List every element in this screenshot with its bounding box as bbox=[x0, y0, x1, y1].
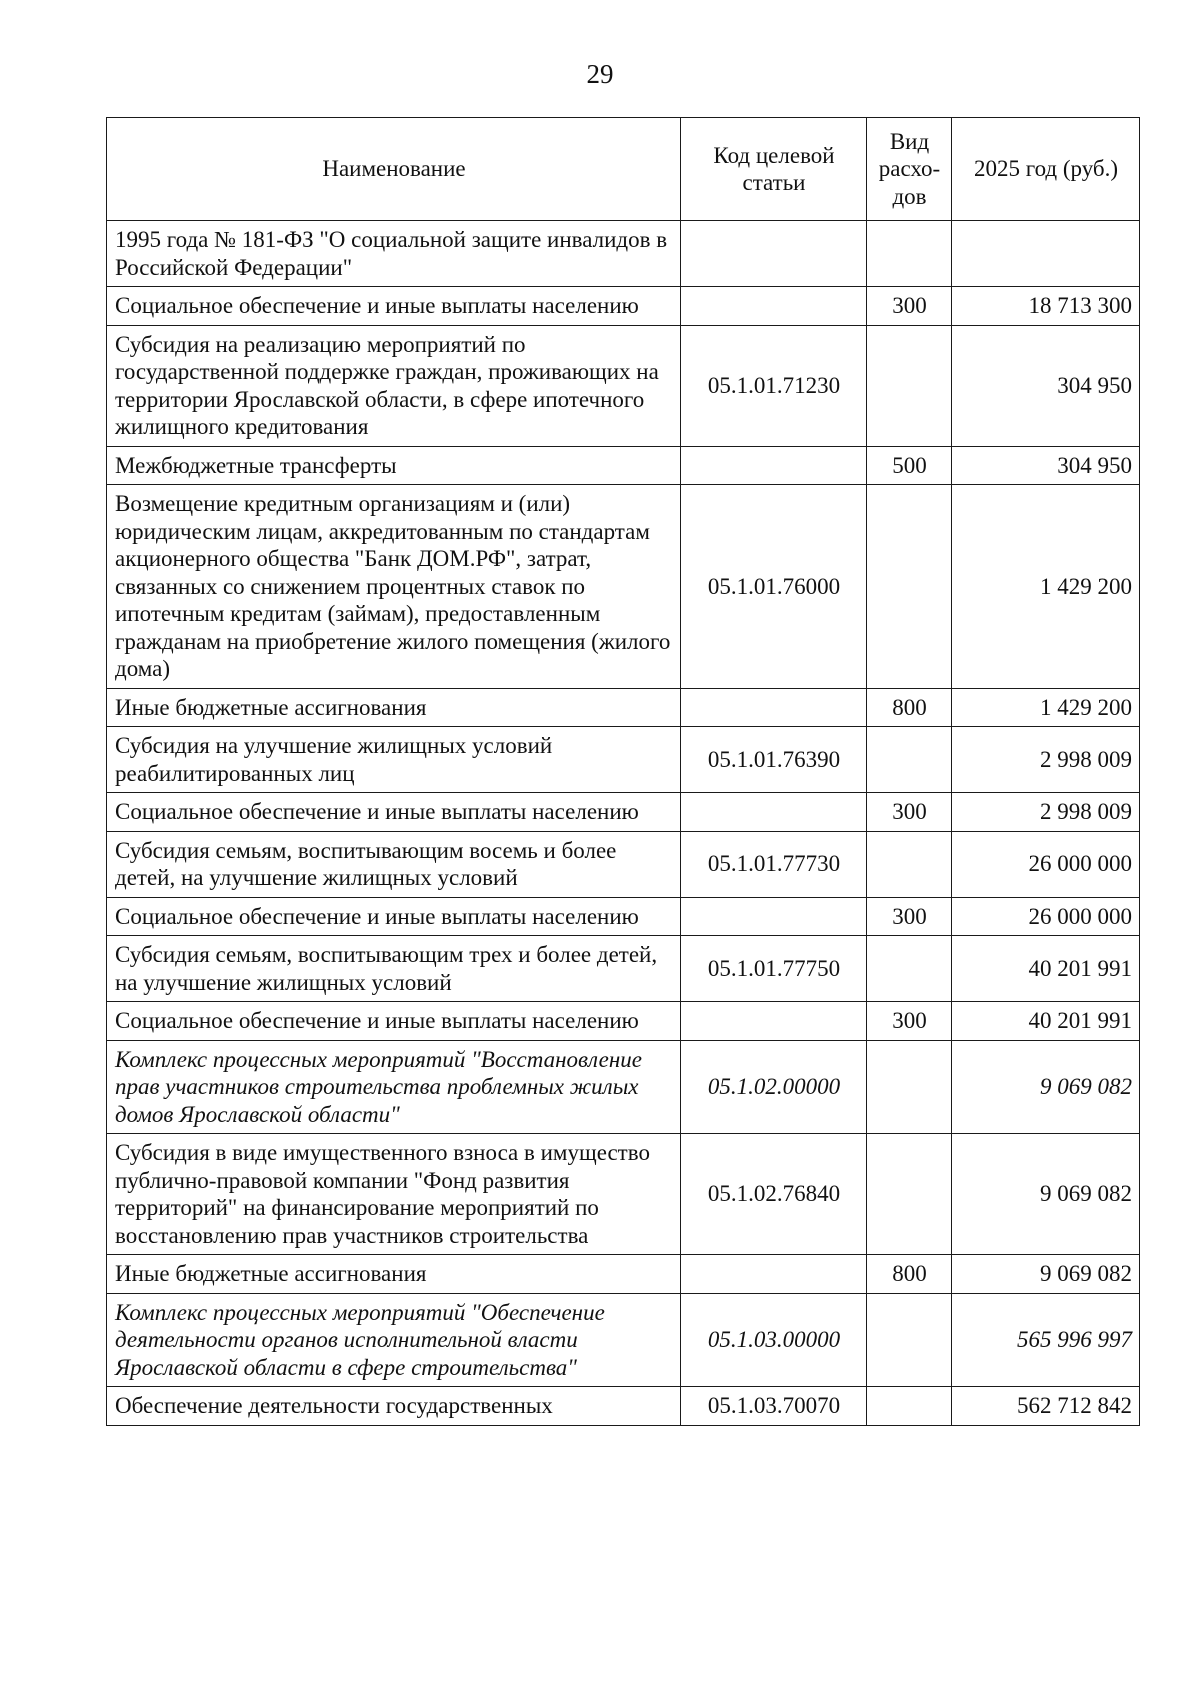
row-kind: 300 bbox=[867, 1002, 952, 1041]
row-name: Социальное обеспечение и иные выплаты населению bbox=[107, 1002, 681, 1041]
row-name: Иные бюджетные ассигнования bbox=[107, 688, 681, 727]
row-amount: 1 429 200 bbox=[952, 688, 1140, 727]
row-name: Субсидия семьям, воспитывающим трех и более детей, на улучшение жилищных условий bbox=[107, 936, 681, 1002]
table-row bbox=[107, 727, 1140, 793]
table-row bbox=[107, 1255, 1140, 1294]
row-kind: 300 bbox=[867, 287, 952, 326]
row-amount: 26 000 000 bbox=[952, 897, 1140, 936]
row-code: 05.1.01.77730 bbox=[681, 831, 867, 897]
table-row bbox=[107, 793, 1140, 832]
row-kind bbox=[867, 1387, 952, 1426]
row-amount bbox=[952, 221, 1140, 287]
row-kind bbox=[867, 831, 952, 897]
table-row bbox=[107, 485, 1140, 689]
table-row bbox=[107, 831, 1140, 897]
row-kind bbox=[867, 325, 952, 446]
table-row bbox=[107, 1040, 1140, 1134]
row-kind bbox=[867, 221, 952, 287]
row-amount: 1 429 200 bbox=[952, 485, 1140, 689]
row-amount: 2 998 009 bbox=[952, 727, 1140, 793]
header-code: Код целевой статьи bbox=[681, 118, 867, 221]
row-amount: 2 998 009 bbox=[952, 793, 1140, 832]
header-kind: Вид расхо-дов bbox=[867, 118, 952, 221]
table-row bbox=[107, 1134, 1140, 1255]
row-kind bbox=[867, 1134, 952, 1255]
table-row bbox=[107, 1293, 1140, 1387]
row-amount: 562 712 842 bbox=[952, 1387, 1140, 1426]
row-name: Обеспечение деятельности государственных bbox=[107, 1387, 681, 1426]
row-code: 05.1.03.00000 bbox=[681, 1293, 867, 1387]
row-kind: 500 bbox=[867, 446, 952, 485]
row-amount: 26 000 000 bbox=[952, 831, 1140, 897]
budget-table bbox=[106, 117, 1140, 1426]
row-kind bbox=[867, 1293, 952, 1387]
row-kind bbox=[867, 727, 952, 793]
row-code bbox=[681, 688, 867, 727]
row-code: 05.1.01.76390 bbox=[681, 727, 867, 793]
row-name: Субсидия на улучшение жилищных условий реабилитированных лиц bbox=[107, 727, 681, 793]
row-code: 05.1.01.71230 bbox=[681, 325, 867, 446]
row-name: Межбюджетные трансферты bbox=[107, 446, 681, 485]
row-name: Социальное обеспечение и иные выплаты населению bbox=[107, 287, 681, 326]
row-amount: 18 713 300 bbox=[952, 287, 1140, 326]
row-code bbox=[681, 446, 867, 485]
row-kind: 800 bbox=[867, 1255, 952, 1294]
table-row bbox=[107, 1002, 1140, 1041]
row-code: 05.1.02.00000 bbox=[681, 1040, 867, 1134]
row-code: 05.1.02.76840 bbox=[681, 1134, 867, 1255]
header-row bbox=[107, 118, 1140, 221]
header-amount: 2025 год (руб.) bbox=[952, 118, 1140, 221]
row-kind: 300 bbox=[867, 793, 952, 832]
table-row bbox=[107, 1387, 1140, 1426]
table-row bbox=[107, 688, 1140, 727]
row-code bbox=[681, 221, 867, 287]
table-row bbox=[107, 446, 1140, 485]
row-name: Иные бюджетные ассигнования bbox=[107, 1255, 681, 1294]
row-name: Возмещение кредитным организациям и (или) юридическим лицам, аккредитованным по стандартам акционерного общества "Банк ДОМ.РФ", затрат, связанных со снижением процентных ставок по ипотечным кредитам (займам), предоставленным гражданам на приобретение жилого помещения (жилого дома) bbox=[107, 485, 681, 689]
row-name: Субсидия на реализацию мероприятий по государственной поддержке граждан, проживающих на территории Ярославской области, в сфере ипотечного жилищного кредитования bbox=[107, 325, 681, 446]
row-name: Комплекс процессных мероприятий "Обеспечение деятельности органов исполнительной власти Ярославской области в сфере строительства" bbox=[107, 1293, 681, 1387]
table-row bbox=[107, 221, 1140, 287]
header-name: Наименование bbox=[107, 118, 681, 221]
table-row bbox=[107, 936, 1140, 1002]
row-amount: 9 069 082 bbox=[952, 1040, 1140, 1134]
table-row bbox=[107, 325, 1140, 446]
row-amount: 304 950 bbox=[952, 446, 1140, 485]
row-amount: 40 201 991 bbox=[952, 936, 1140, 1002]
row-kind: 300 bbox=[867, 897, 952, 936]
row-amount: 304 950 bbox=[952, 325, 1140, 446]
row-amount: 9 069 082 bbox=[952, 1255, 1140, 1294]
row-kind: 800 bbox=[867, 688, 952, 727]
table-row bbox=[107, 287, 1140, 326]
row-code: 05.1.03.70070 bbox=[681, 1387, 867, 1426]
row-name: Социальное обеспечение и иные выплаты населению bbox=[107, 793, 681, 832]
row-kind bbox=[867, 485, 952, 689]
row-amount: 40 201 991 bbox=[952, 1002, 1140, 1041]
row-name: Субсидия семьям, воспитывающим восемь и более детей, на улучшение жилищных условий bbox=[107, 831, 681, 897]
row-code bbox=[681, 287, 867, 326]
row-code bbox=[681, 793, 867, 832]
row-name: Социальное обеспечение и иные выплаты населению bbox=[107, 897, 681, 936]
table-body bbox=[107, 221, 1140, 1426]
row-code bbox=[681, 1255, 867, 1294]
row-amount: 9 069 082 bbox=[952, 1134, 1140, 1255]
row-code: 05.1.01.76000 bbox=[681, 485, 867, 689]
row-kind bbox=[867, 1040, 952, 1134]
page-number: 29 bbox=[586, 59, 614, 89]
table-row bbox=[107, 897, 1140, 936]
row-code bbox=[681, 897, 867, 936]
row-code: 05.1.01.77750 bbox=[681, 936, 867, 1002]
table-header bbox=[107, 118, 1140, 221]
row-name: 1995 года № 181-ФЗ "О социальной защите инвалидов в Российской Федерации" bbox=[107, 221, 681, 287]
row-amount: 565 996 997 bbox=[952, 1293, 1140, 1387]
row-name: Комплекс процессных мероприятий "Восстановление прав участников строительства проблемных жилых домов Ярославской области" bbox=[107, 1040, 681, 1134]
row-kind bbox=[867, 936, 952, 1002]
row-code bbox=[681, 1002, 867, 1041]
row-name: Субсидия в виде имущественного взноса в имущество публично-правовой компании "Фонд развития территорий" на финансирование мероприятий по восстановлению прав участников строительства bbox=[107, 1134, 681, 1255]
